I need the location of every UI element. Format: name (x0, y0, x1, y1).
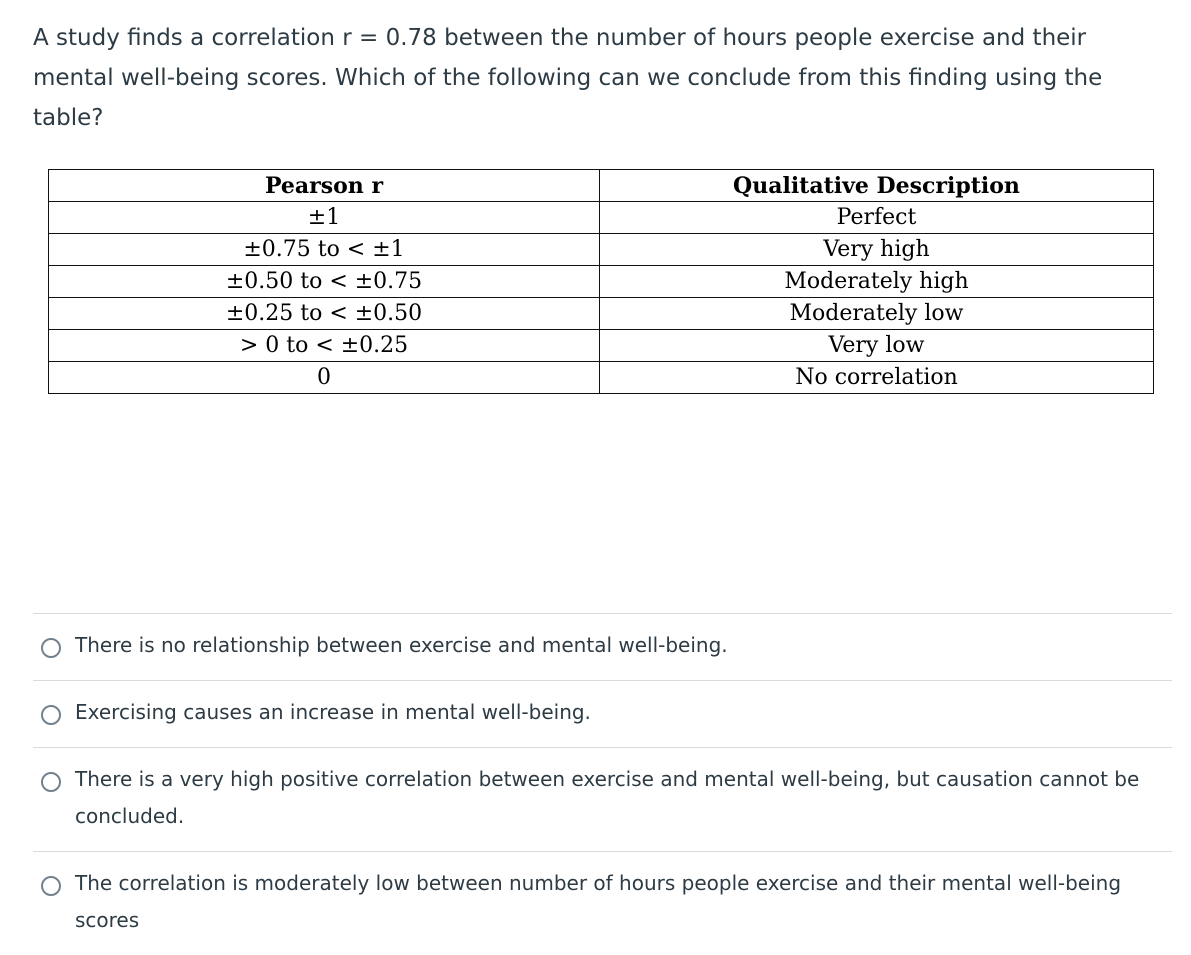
table-cell-description: Very high (600, 234, 1154, 266)
table-cell-description: Moderately high (600, 266, 1154, 298)
answer-option-label[interactable]: Exercising causes an increase in mental well-being. (75, 700, 591, 724)
table-cell-r: ±0.50 to < ±0.75 (49, 266, 600, 298)
radio-button-icon[interactable] (41, 638, 61, 658)
table-row (49, 266, 1154, 298)
table-cell-r: 0 (49, 362, 600, 394)
answer-option-label[interactable]: The correlation is moderately low between number of hours people exercise and their mental well-being scores (75, 871, 1122, 932)
answer-option-4[interactable] (33, 851, 1172, 955)
answer-options (33, 613, 1172, 955)
table-header-row (49, 170, 1154, 202)
radio-button-icon[interactable] (41, 705, 61, 725)
header-qualitative-description: Qualitative Description (600, 170, 1154, 202)
table-row (49, 330, 1154, 362)
table-row (49, 362, 1154, 394)
table-cell-description: Perfect (600, 202, 1154, 234)
table-cell-r: ±1 (49, 202, 600, 234)
radio-button-icon[interactable] (41, 876, 61, 896)
table-row (49, 234, 1154, 266)
table-cell-r: > 0 to < ±0.25 (49, 330, 600, 362)
answer-option-label[interactable]: There is a very high positive correlation between exercise and mental well-being, but causation cannot be concluded. (75, 767, 1140, 828)
answer-option-label[interactable]: There is no relationship between exercise and mental well-being. (75, 633, 728, 657)
answer-option-2[interactable] (33, 680, 1172, 747)
header-pearson-r: Pearson r (49, 170, 600, 202)
table-cell-description: No correlation (600, 362, 1154, 394)
table-row (49, 298, 1154, 330)
answer-option-3[interactable] (33, 747, 1172, 851)
answer-option-1[interactable] (33, 613, 1172, 680)
table-cell-r: ±0.75 to < ±1 (49, 234, 600, 266)
radio-button-icon[interactable] (41, 772, 61, 792)
table-cell-r: ±0.25 to < ±0.50 (49, 298, 600, 330)
correlation-reference-table (48, 169, 1154, 394)
table-row (49, 202, 1154, 234)
table-cell-description: Very low (600, 330, 1154, 362)
table-cell-description: Moderately low (600, 298, 1154, 330)
question-text: A study finds a correlation r = 0.78 between the number of hours people exercise and their mental well-being scores. Which of the following can we conclude from this finding using the table? (33, 25, 1103, 131)
